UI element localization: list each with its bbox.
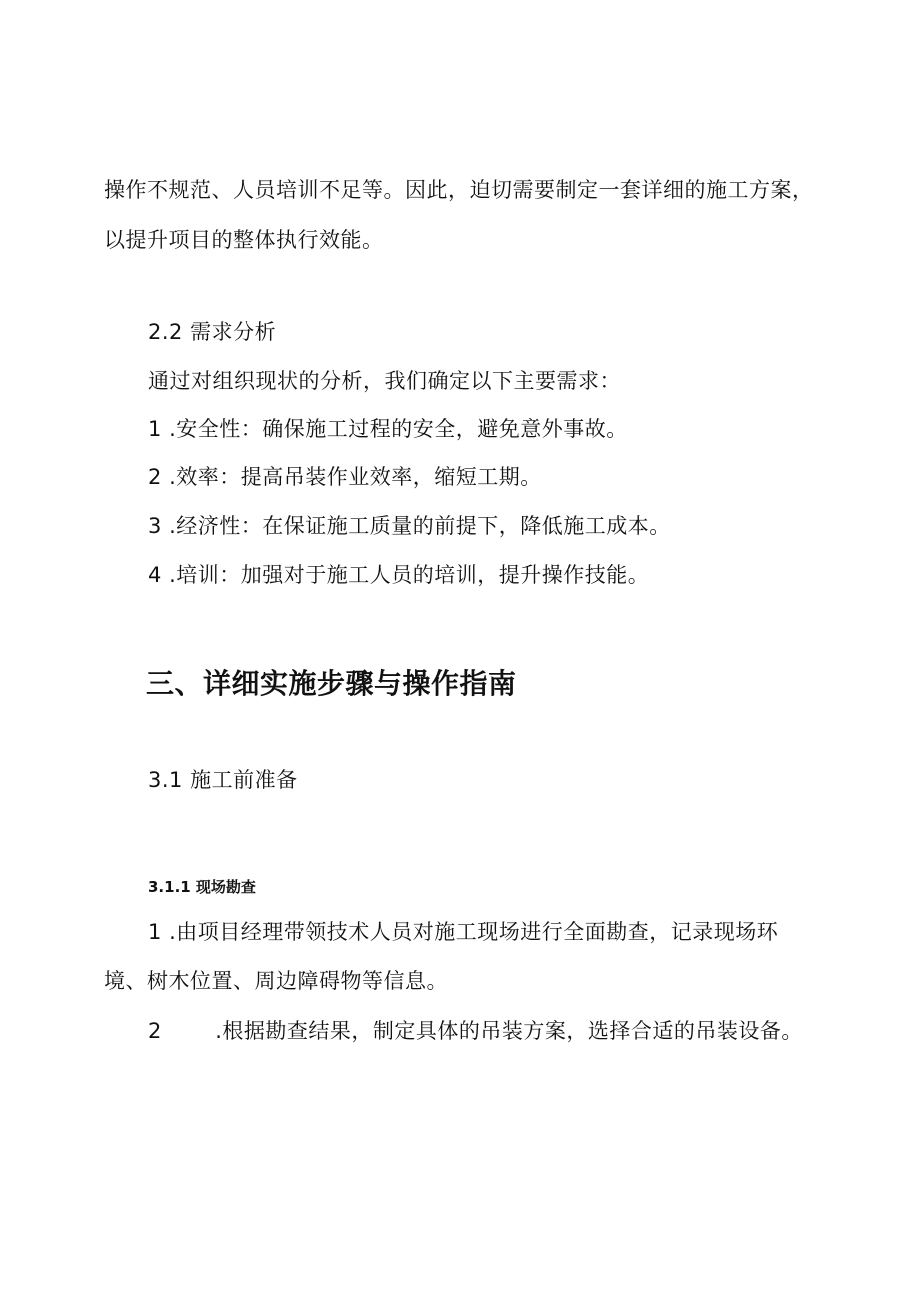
paragraph-line: 操作不规范、人员培训不足等。因此，迫切需要制定一套详细的施工方案，: [104, 178, 814, 202]
list-item-number: 1: [148, 417, 162, 441]
section-heading-2-2: 2.2 需求分析: [148, 320, 277, 344]
list-item: [148, 462, 542, 492]
list-item-continuation: 境、树木位置、周边障碍物等信息。: [104, 969, 448, 993]
list-item-number: 3: [148, 514, 162, 538]
list-item: [148, 1016, 803, 1046]
list-item: [148, 917, 778, 947]
section-heading-3-1-1: 3.1.1 现场勘查: [148, 878, 256, 896]
section-heading-3-1: 3.1 施工前准备: [148, 768, 298, 792]
chapter-heading-3: 三、详细实施步骤与操作指南: [146, 667, 517, 700]
list-item-text: .效率：提高吊装作业效率，缩短工期。: [169, 465, 542, 489]
list-item: [148, 414, 628, 444]
list-item-text: .培训：加强对于施工人员的培训，提升操作技能。: [169, 563, 650, 587]
list-item-text: .由项目经理带领技术人员对施工现场进行全面勘查，记录现场环: [169, 920, 779, 944]
list-item-number: 1: [148, 920, 162, 944]
list-item-text: .根据勘查结果，制定具体的吊装方案，选择合适的吊装设备。: [215, 1019, 803, 1043]
section-lead: 通过对组织现状的分析，我们确定以下主要需求：: [148, 369, 621, 393]
list-item-text: .安全性：确保施工过程的安全，避免意外事故。: [169, 417, 628, 441]
list-item-number: 2: [148, 465, 162, 489]
list-item-text: .经济性：在保证施工质量的前提下，降低施工成本。: [169, 514, 671, 538]
list-item: [148, 511, 671, 541]
list-item-number: 4: [148, 563, 162, 587]
paragraph-line: 以提升项目的整体执行效能。: [104, 228, 384, 252]
list-item: [148, 560, 649, 590]
list-item-number: 2: [148, 1019, 162, 1043]
